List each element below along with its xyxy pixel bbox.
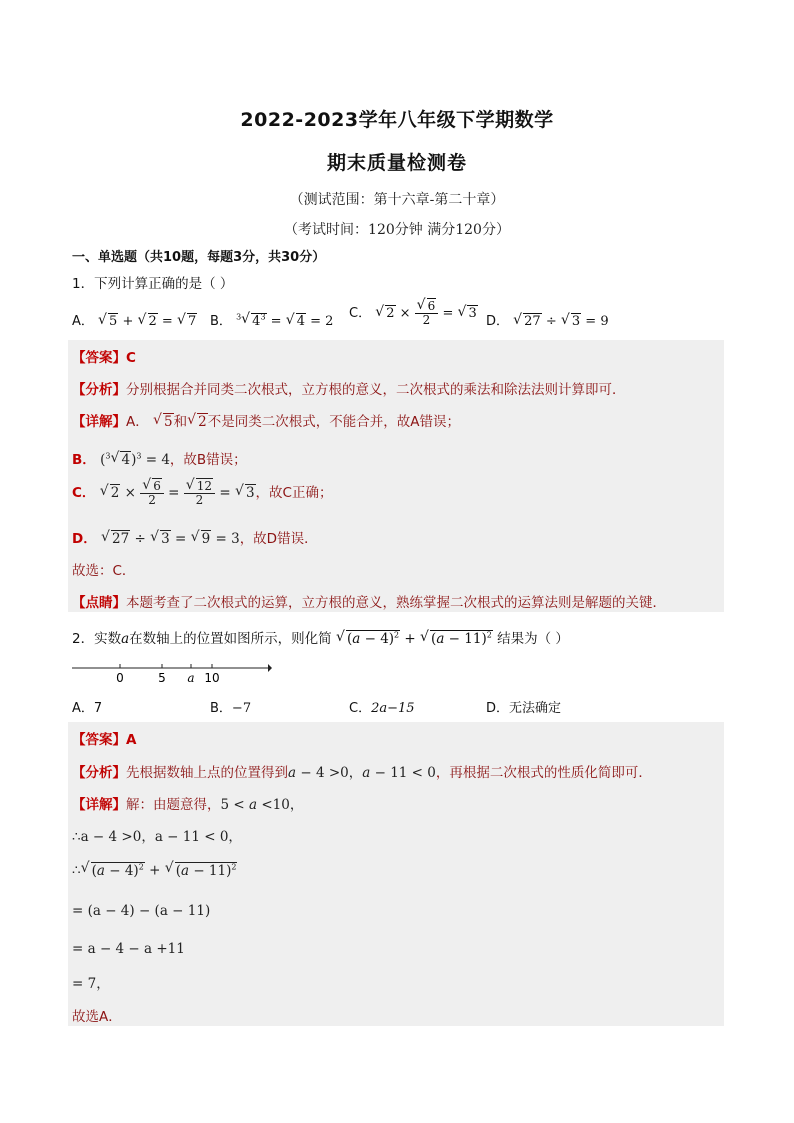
page-subtitle: 期末质量检测卷 — [326, 152, 467, 174]
q2-option-a: A．7 — [72, 701, 103, 716]
q1-answer: 【答案】C — [72, 350, 136, 366]
q1-detail-b: B． ($^3$√ 4)$^3$ = 4，故B错误； — [72, 448, 247, 468]
q2-step-1: ∴a − 4 >0，a − 11 < 0， — [72, 829, 242, 845]
axis-label-10: 10 — [204, 671, 220, 684]
q1-analysis: 【分析】分别根据合并同类二次根式，立方根的意义，二次根式的乘法和除法法则计算即可． — [72, 382, 626, 398]
q2-option-d: D．无法确定 — [486, 701, 562, 716]
q2-option-b: B．−7 — [210, 701, 252, 716]
number-line-arrow — [268, 664, 272, 672]
test-time: （考试时间：120分钟 满分120分） — [284, 222, 510, 238]
q2-step-4: = a − 4 − a +11 — [72, 941, 185, 957]
question-2-stem: 2．实数a在数轴上的位置如图所示，则化简 √ $(a - 4)^2$ + √ $(a - 11)^2$ 结果为（ ） — [72, 627, 569, 647]
q1-choose: 故选：C． — [72, 563, 136, 579]
q1-option-d: D． √ 27 ÷ √ 3 = 9 — [486, 310, 609, 329]
section-heading: 一、单选题（共10题，每题3分，共30分） — [72, 250, 326, 265]
axis-label-0: 0 — [116, 671, 124, 684]
q1-detail-d: D． √ 27 ÷ √ 3 = √ 9 = 3，故D错误． — [72, 527, 318, 547]
q2-answer: 【答案】A — [72, 732, 137, 748]
axis-label-5: 5 — [158, 671, 166, 684]
q2-step-2: ∴√ $(a - 4)^2$ + √ $(a - 11)^2$ — [72, 862, 237, 879]
q1-detail-a: 【详解】A． √ 5和√ 2不是同类二次根式，不能合并，故A错误； — [72, 410, 460, 430]
q2-step-5: = 7， — [72, 976, 110, 992]
test-scope: （测试范围：第十六章-第二十章） — [289, 192, 505, 208]
q1-option-a: A． √ 5 + √ 2 = √ 7 — [72, 310, 197, 329]
q2-step-3: = (a − 4) − (a − 11) — [72, 903, 211, 919]
axis-label-a: a — [187, 671, 195, 684]
page-title: 2022-2023学年八年级下学期数学 — [240, 109, 554, 131]
q2-choose: 故选A． — [72, 1009, 122, 1025]
q1-option-b: B． $^3$√ $4^3$ = √ 4 = 2 — [210, 310, 333, 329]
question-1-stem: 1．下列计算正确的是（ ） — [72, 276, 234, 292]
q2-detail: 【详解】解：由题意得，5 < a <10， — [72, 797, 304, 813]
q1-comment: 【点睛】本题考查了二次根式的运算，立方根的意义，熟练掌握二次根式的运算法则是解题的关键． — [72, 595, 666, 611]
q2-analysis: 【分析】先根据数轴上点的位置得到a − 4 >0，a − 11 < 0，再根据二次根式的性质化简即可． — [72, 765, 652, 781]
number-line — [72, 660, 272, 684]
q1-option-c: C． √ 2 × √ $\frac{6}{2}$ = √ 3 — [349, 300, 478, 327]
q1-detail-c: C． √ 2 × √ $\frac{6}{2}$ = √ $\frac{12}{2}$ = √ 3，故C正确； — [72, 480, 332, 507]
q2-option-c: C．2a−15 — [349, 701, 415, 716]
